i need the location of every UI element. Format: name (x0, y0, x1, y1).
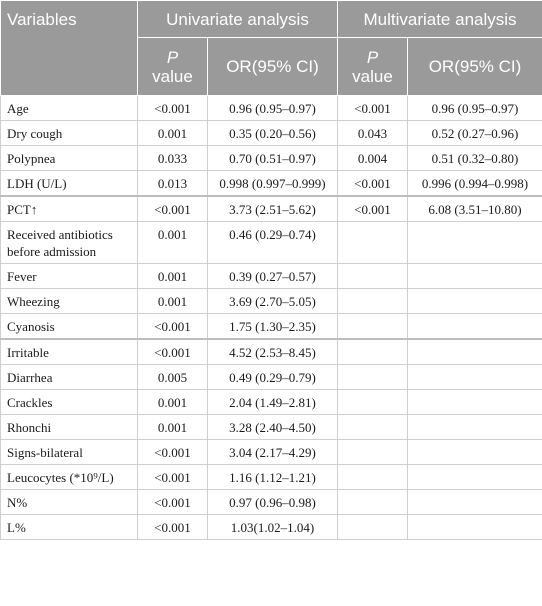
table-row (1, 465, 542, 490)
table-row (1, 171, 542, 197)
cell-multi-or (408, 264, 542, 289)
table-row (1, 415, 542, 440)
cell-multi-p (338, 490, 408, 515)
cell-multi-or (408, 339, 542, 365)
table-row (1, 121, 542, 146)
cell-multi-or (408, 314, 542, 340)
cell-multi-p: 0.043 (338, 121, 408, 146)
table-row (1, 390, 542, 415)
cell-uni-or: 1.16 (1.12–1.21) (208, 465, 338, 490)
cell-uni-or: 0.998 (0.997–0.999) (208, 171, 338, 197)
cell-uni-or: 3.73 (2.51–5.62) (208, 196, 338, 222)
cell-multi-p (338, 365, 408, 390)
cell-multi-p: <0.001 (338, 171, 408, 197)
cell-multi-p: <0.001 (338, 96, 408, 121)
header-univariate-p (138, 38, 208, 96)
cell-uni-or: 3.69 (2.70–5.05) (208, 289, 338, 314)
cell-uni-p: 0.001 (138, 121, 208, 146)
cell-variable: Wheezing (1, 289, 138, 314)
table-row (1, 365, 542, 390)
cell-variable: Rhonchi (1, 415, 138, 440)
table-row (1, 222, 542, 264)
cell-uni-p: 0.013 (138, 171, 208, 197)
cell-multi-p (338, 264, 408, 289)
p-word: value (352, 66, 393, 86)
cell-multi-or: 0.51 (0.32–0.80) (408, 146, 542, 171)
p-letter: P (366, 47, 379, 67)
cell-multi-or (408, 490, 542, 515)
cell-uni-p: <0.001 (138, 490, 208, 515)
cell-multi-or (408, 222, 542, 264)
cell-variable: Crackles (1, 390, 138, 415)
table-row (1, 264, 542, 289)
cell-multi-p (338, 339, 408, 365)
cell-multi-or: 0.96 (0.95–0.97) (408, 96, 542, 121)
table-row (1, 289, 542, 314)
table-header (1, 1, 542, 96)
table-row (1, 339, 542, 365)
cell-variable: Cyanosis (1, 314, 138, 340)
cell-uni-p: 0.001 (138, 264, 208, 289)
table-row (1, 146, 542, 171)
header-multivariate-p (338, 38, 408, 96)
cell-uni-or: 0.70 (0.51–0.97) (208, 146, 338, 171)
cell-variable: Age (1, 96, 138, 121)
cell-multi-p: 0.004 (338, 146, 408, 171)
cell-uni-p: 0.001 (138, 289, 208, 314)
cell-variable: PCT↑ (1, 196, 138, 222)
cell-multi-or (408, 390, 542, 415)
cell-multi-or (408, 289, 542, 314)
cell-uni-p: <0.001 (138, 339, 208, 365)
table-row (1, 314, 542, 340)
table-row (1, 440, 542, 465)
header-multivariate-or: OR(95% CI) (408, 38, 542, 96)
cell-multi-p (338, 289, 408, 314)
cell-uni-p: 0.001 (138, 390, 208, 415)
cell-uni-or: 0.97 (0.96–0.98) (208, 490, 338, 515)
cell-multi-p (338, 314, 408, 340)
cell-variable: Diarrhea (1, 365, 138, 390)
cell-multi-p (338, 465, 408, 490)
p-letter: P (166, 47, 179, 67)
cell-uni-or: 1.03(1.02–1.04) (208, 515, 338, 540)
cell-uni-p: <0.001 (138, 196, 208, 222)
cell-uni-or: 4.52 (2.53–8.45) (208, 339, 338, 365)
cell-uni-or: 1.75 (1.30–2.35) (208, 314, 338, 340)
cell-multi-or (408, 415, 542, 440)
cell-uni-p: <0.001 (138, 96, 208, 121)
cell-uni-or: 3.28 (2.40–4.50) (208, 415, 338, 440)
table-row (1, 96, 542, 121)
cell-variable: Fever (1, 264, 138, 289)
cell-variable: Dry cough (1, 121, 138, 146)
cell-uni-or: 2.04 (1.49–2.81) (208, 390, 338, 415)
cell-variable: Irritable (1, 339, 138, 365)
header-multivariate: Multivariate analysis (338, 1, 542, 38)
cell-uni-p: 0.001 (138, 415, 208, 440)
cell-multi-p (338, 390, 408, 415)
cell-uni-p: <0.001 (138, 440, 208, 465)
cell-uni-or: 0.46 (0.29–0.74) (208, 222, 338, 264)
cell-multi-or: 6.08 (3.51–10.80) (408, 196, 542, 222)
cell-multi-or (408, 440, 542, 465)
cell-multi-p (338, 515, 408, 540)
cell-multi-p (338, 440, 408, 465)
table-row (1, 490, 542, 515)
cell-multi-p: <0.001 (338, 196, 408, 222)
cell-variable: Received antibiotics before admission (1, 222, 138, 264)
cell-variable: LDH (U/L) (1, 171, 138, 197)
cell-uni-or: 0.96 (0.95–0.97) (208, 96, 338, 121)
cell-multi-p (338, 222, 408, 264)
cell-variable: N% (1, 490, 138, 515)
table-row (1, 196, 542, 222)
cell-uni-p: 0.033 (138, 146, 208, 171)
cell-variable: Leucocytes (*10⁹/L) (1, 465, 138, 490)
header-variables: Variables (1, 1, 138, 96)
cell-multi-p (338, 415, 408, 440)
cell-uni-or: 0.35 (0.20–0.56) (208, 121, 338, 146)
cell-multi-or (408, 465, 542, 490)
cell-uni-or: 0.39 (0.27–0.57) (208, 264, 338, 289)
table-row (1, 515, 542, 540)
cell-variable: Polypnea (1, 146, 138, 171)
cell-variable: L% (1, 515, 138, 540)
cell-uni-p: <0.001 (138, 465, 208, 490)
cell-variable: Signs-bilateral (1, 440, 138, 465)
p-word: value (152, 66, 193, 86)
cell-uni-p: 0.005 (138, 365, 208, 390)
cell-multi-or (408, 365, 542, 390)
header-univariate-or: OR(95% CI) (208, 38, 338, 96)
cell-multi-or: 0.52 (0.27–0.96) (408, 121, 542, 146)
cell-uni-or: 0.49 (0.29–0.79) (208, 365, 338, 390)
cell-multi-or: 0.996 (0.994–0.998) (408, 171, 542, 197)
cell-uni-or: 3.04 (2.17–4.29) (208, 440, 338, 465)
cell-uni-p: <0.001 (138, 515, 208, 540)
cell-multi-or (408, 515, 542, 540)
table-body (1, 96, 542, 540)
cell-uni-p: 0.001 (138, 222, 208, 264)
cell-uni-p: <0.001 (138, 314, 208, 340)
header-univariate: Univariate analysis (138, 1, 338, 38)
